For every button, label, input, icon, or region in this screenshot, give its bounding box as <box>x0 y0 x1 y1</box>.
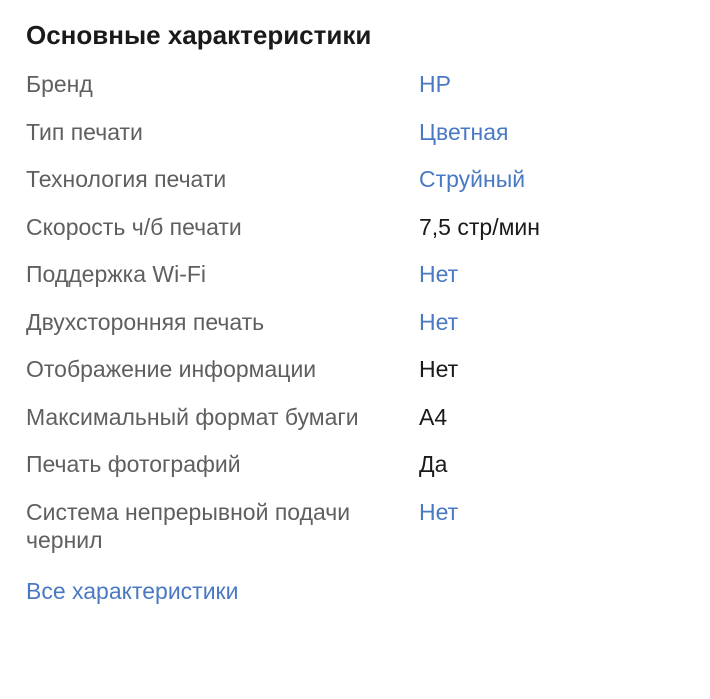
spec-row-max-paper-format <box>26 403 710 432</box>
spec-value: Да <box>419 451 448 477</box>
spec-value-link[interactable]: Струйный <box>419 166 526 192</box>
spec-value: 7,5 стр/мин <box>419 213 540 240</box>
spec-row-ciss <box>26 498 710 555</box>
spec-row-brand <box>26 70 710 99</box>
spec-label: Тип печати <box>26 118 143 145</box>
spec-label: Система непрерывной подачи чернил <box>26 498 351 553</box>
spec-row-print-type <box>26 118 710 147</box>
spec-label: Бренд <box>26 71 93 97</box>
spec-row-bw-speed <box>26 213 710 242</box>
spec-value-link[interactable]: Цветная <box>419 118 509 145</box>
spec-label: Двухсторонняя печать <box>26 308 265 335</box>
spec-label: Максимальный формат бумаги <box>26 403 359 430</box>
all-specs-link[interactable]: Все характеристики <box>26 577 239 604</box>
spec-list <box>26 70 710 555</box>
spec-label: Технология печати <box>26 166 227 192</box>
spec-value: А4 <box>419 403 448 430</box>
spec-row-wifi <box>26 260 710 289</box>
spec-value: Нет <box>419 356 459 382</box>
spec-label: Поддержка Wi-Fi <box>26 261 207 287</box>
spec-row-display <box>26 355 710 384</box>
spec-value-link[interactable]: Нет <box>419 308 459 335</box>
spec-row-photo-printing <box>26 450 710 479</box>
spec-value-link[interactable]: HP <box>419 71 451 97</box>
spec-value-link[interactable]: Нет <box>419 261 459 287</box>
spec-label: Печать фотографий <box>26 451 241 477</box>
spec-label: Скорость ч/б печати <box>26 213 242 240</box>
section-title: Основные характеристики <box>26 20 372 50</box>
spec-row-duplex <box>26 308 710 337</box>
spec-value-link[interactable]: Нет <box>419 498 459 525</box>
spec-row-print-technology <box>26 165 710 194</box>
spec-label: Отображение информации <box>26 356 317 382</box>
